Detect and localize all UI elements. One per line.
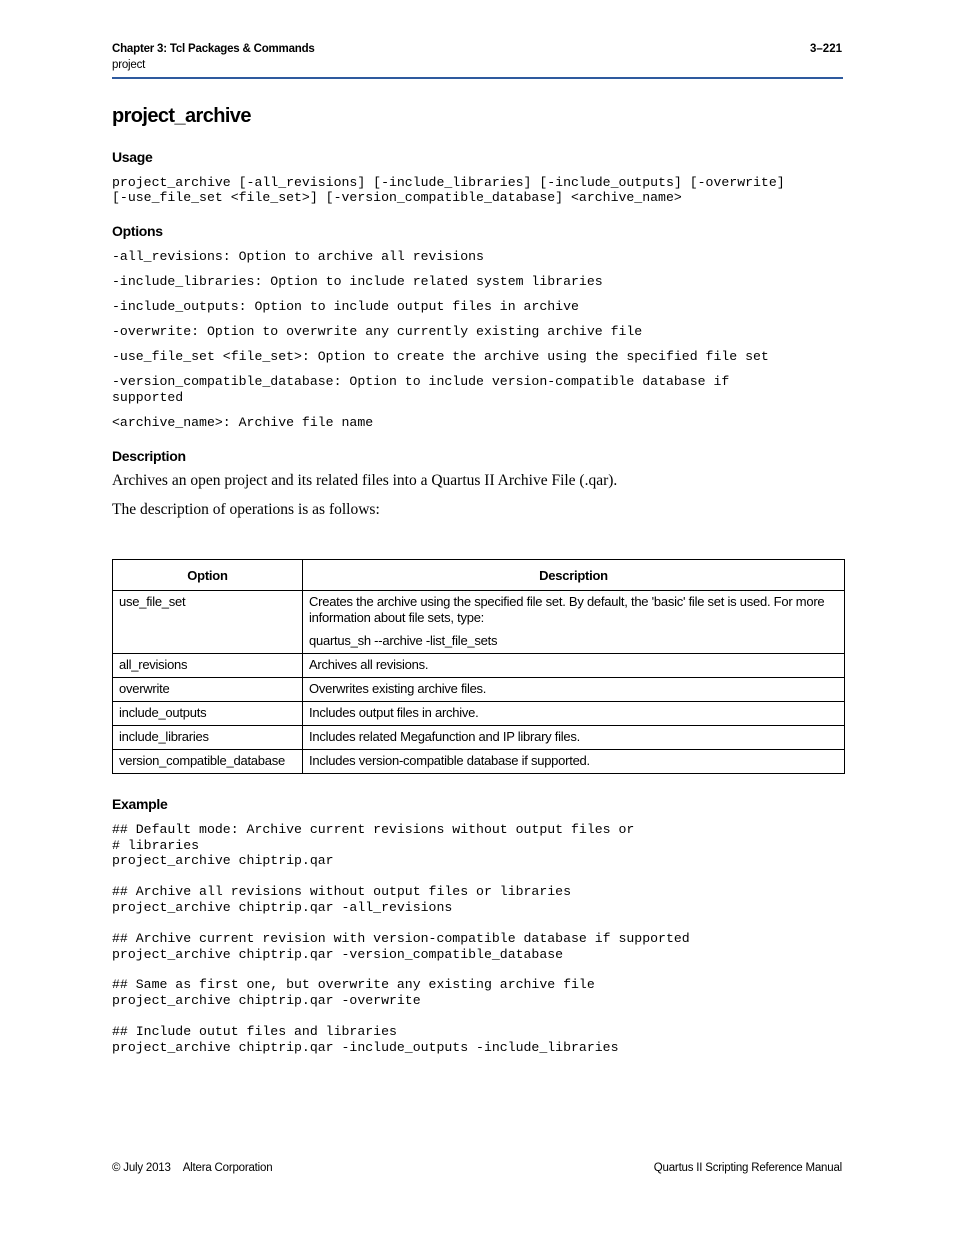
option-item: -include_libraries: Option to include related system libraries [112,274,603,289]
example-code-block: ## Archive current revision with version-compatible database if supported project_archive chiptrip.qar -version_compatible_database [112,931,690,962]
description-paragraph: Archives an open project and its related files into a Quartus II Archive File (.qar). [112,472,618,489]
option-item: -overwrite: Option to overwrite any currently existing archive file [112,324,643,339]
example-code-block: ## Same as first one, but overwrite any existing archive file project_archive chiptrip.qar -overwrite [112,977,595,1008]
description-cell: Includes related Megafunction and IP library files. [303,726,845,750]
description-paragraph: The description of operations is as follows: [112,501,380,518]
description-cell [303,591,845,654]
usage-line-2: [-use_file_set <file_set>] [-version_compatible_database] <archive_name> [112,190,682,205]
table-row [113,591,845,654]
option-item: -all_revisions: Option to archive all revisions [112,249,484,264]
description-cell: Overwrites existing archive files. [303,678,845,702]
description-cell: Includes version-compatible database if supported. [303,750,845,774]
column-header-description: Description [303,560,845,591]
option-cell: include_libraries [113,726,303,750]
description-cell: Includes output files in archive. [303,702,845,726]
footer-manual-title: Quartus II Scripting Reference Manual [653,1162,842,1174]
header-rule [112,77,843,79]
option-cell: overwrite [113,678,303,702]
option-cell: all_revisions [113,654,303,678]
header-section: project [112,59,146,71]
option-item: -version_compatible_database: Option to include version-compatible database if supported [112,374,730,405]
header-chapter: Chapter 3: Tcl Packages & Commands [112,43,315,55]
footer-company: Altera Corporation [182,1162,273,1174]
usage-heading: Usage [112,149,153,165]
option-item: -include_outputs: Option to include output files in archive [112,299,579,314]
footer-date: © July 2013 [112,1162,171,1174]
example-code-block: ## Default mode: Archive current revisions without output files or # libraries project_archive chiptrip.qar [112,822,635,868]
table-header-row [113,560,845,591]
example-code-block: ## Archive all revisions without output files or libraries project_archive chiptrip.qar -all_revisions [112,884,571,915]
options-table [112,559,845,774]
option-cell: use_file_set [113,591,303,654]
table-row [113,678,845,702]
command-text: quartus_sh --archive -list_file_sets [309,633,498,648]
table-row [113,726,845,750]
description-text: Creates the archive using the specified file set. By default, the 'basic' file set is used. For more information about file sets, type: [309,594,825,625]
table-row [113,750,845,774]
table-row [113,654,845,678]
column-header-option: Option [113,560,303,591]
option-item: <archive_name>: Archive file name [112,415,374,430]
example-heading: Example [112,796,168,812]
usage-line-1: project_archive [-all_revisions] [-include_libraries] [-include_outputs] [-overwrite] [112,175,785,190]
example-code-block: ## Include outut files and libraries project_archive chiptrip.qar -include_outputs -include_libraries [112,1024,619,1055]
header-page-number: 3–221 [810,43,842,55]
table-row [113,702,845,726]
footer-left [112,1162,272,1174]
option-item: -use_file_set <file_set>: Option to create the archive using the specified file set [112,349,769,364]
option-cell: version_compatible_database [113,750,303,774]
option-cell: include_outputs [113,702,303,726]
description-cell: Archives all revisions. [303,654,845,678]
description-heading: Description [112,448,186,464]
options-heading: Options [112,223,163,239]
page-title: project_archive [112,105,251,127]
